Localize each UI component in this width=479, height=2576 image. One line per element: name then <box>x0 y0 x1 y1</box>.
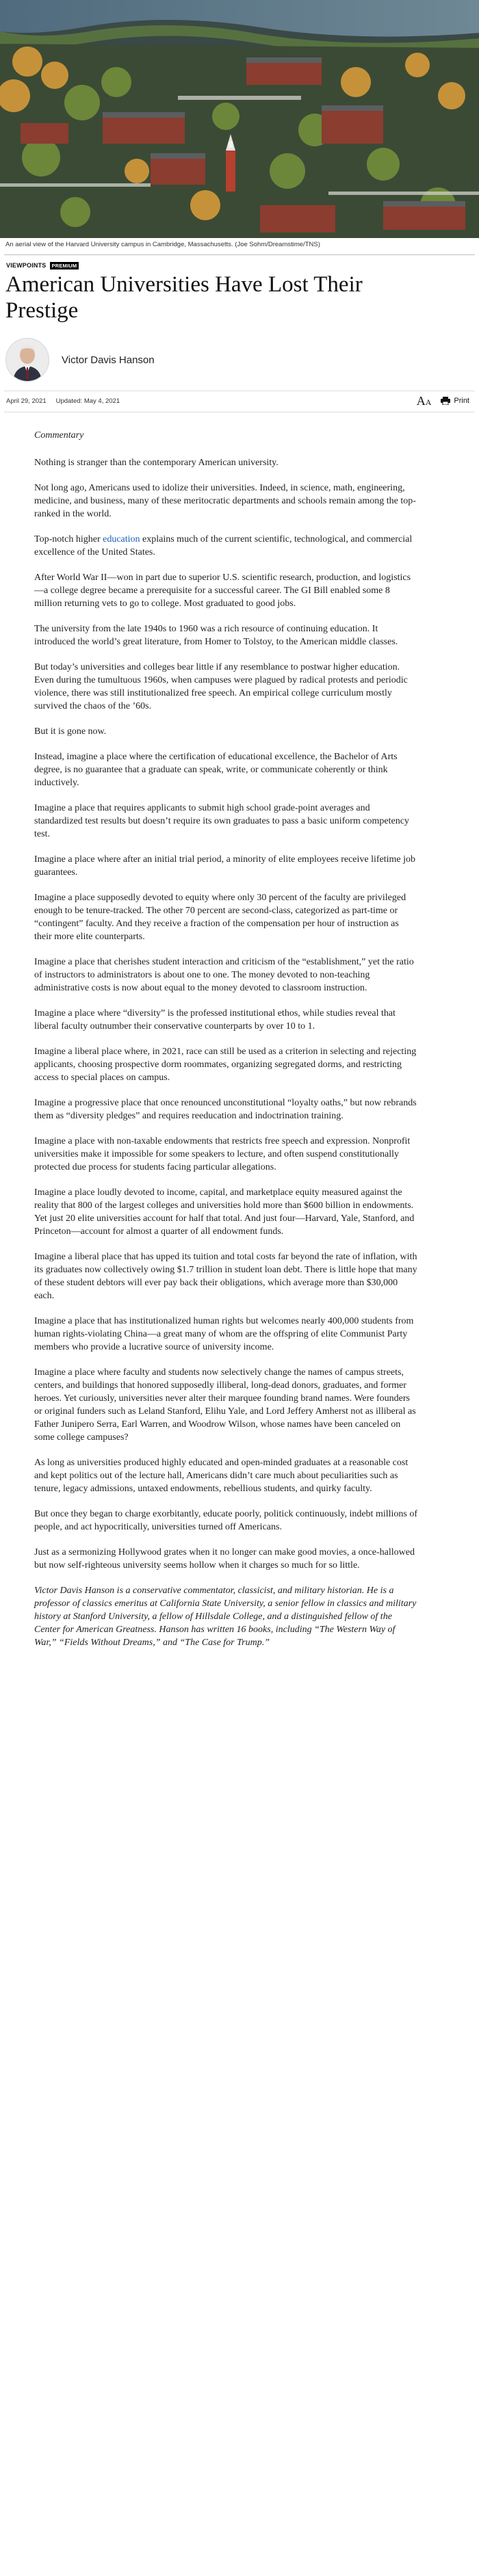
print-label: Print <box>454 397 469 405</box>
paragraph: Imagine a place that cherishes student interaction and criticism of the “establishment,” yet the ratio of instructors to administrators is about one to one. The money devoted to non-teaching administrative costs is now about equal to the money devoted to classroom instruction. <box>34 957 414 993</box>
paragraph: Imagine a place supposedly devoted to equity where only 30 percent of the faculty are privileged enough to be tenure-tracked. The other 70 percent are second-class, categorized as part-time or “contingent” faculty. And they receive a fraction of the compensation per hour of instruction as their more elite counterparts. <box>34 893 406 942</box>
paragraph: Imagine a place that requires applicants to submit high school grade-point averages and standardized test results but doesn’t require its own graduates to pass a basic uniform competency test. <box>34 803 409 839</box>
article-type-label: Commentary <box>34 430 84 441</box>
aerial-campus-photo <box>0 0 479 238</box>
paragraph: Nothing is stranger than the contemporary American university. <box>34 458 279 468</box>
article-dates <box>6 397 120 405</box>
paragraph: Imagine a progressive place that once renounced unconstitutional “loyalty oaths,” but now rebrands them as “diversity pledges” and requires reeducation and indoctrination training. <box>34 1098 417 1121</box>
print-button[interactable] <box>441 397 469 405</box>
paragraph: Imagine a place where after an initial trial period, a minority of elite employees receive lifetime job guarantees. <box>34 854 416 878</box>
paragraph: Imagine a place with non-taxable endowments that restricts free speech and expression. Nonprofit universities make it impossible for some speakers to lecture, and often suspend constitutionally protected due process for students facing particular allegations. <box>34 1136 411 1172</box>
author-bio: Victor Davis Hanson is a conservative commentator, classicist, and military historian. He is a professor of classics emeritus at California State University, a senior fellow in classics and military history at Stanford University, a fellow of Hillsdale College, and a distinguished fellow of the Center for American Greatness. Hanson has written 16 books, including “The Western Way of War,” “Fields Without Dreams,” and “The Case for Trump.” <box>34 1586 417 1648</box>
article-body <box>34 429 417 1661</box>
education-link[interactable]: education <box>103 534 140 544</box>
font-size-large-glyph: A <box>416 393 426 408</box>
section-label[interactable]: VIEWPOINTS <box>6 262 47 269</box>
paragraph: But today’s universities and colleges bear little if any resemblance to postwar higher education. Even during the tumultuous 1960s, when campuses were plagued by radical protests and periodic violence, there was still institutionalized free speech. An empirical college curriculum mostly survived the chaos of the ’60s. <box>34 662 408 711</box>
hero-image <box>0 0 479 238</box>
printer-icon <box>441 397 450 405</box>
paragraph: But once they began to charge exorbitantly, educate poorly, politick continuously, indebt millions of people, and act hypocritically, universities turned off Americans. <box>34 1509 417 1532</box>
paragraph: Imagine a liberal place where, in 2021, race can still be used as a criterion in selecting and rejecting applicants, choosing prospective dorm roommates, organizing segregated dorms, and restricting access to special places on campus. <box>34 1047 417 1083</box>
paragraph: Imagine a place that has institutionalized human rights but welcomes nearly 400,000 students from human rights-violating China—a great many of whom are the offspring of elite Communist Party members who provide a lucrative source of university income. <box>34 1316 414 1352</box>
published-date: April 29, 2021 <box>6 397 47 405</box>
paragraph: Imagine a liberal place that has upped its tuition and total costs far beyond the rate of inflation, with its graduates now collectively owing $1.7 trillion in student loan debt. There is little hope that many of these student debtors will ever pay back their obligations, which average more than $30,000 each. <box>34 1252 417 1301</box>
paragraph: Instead, imagine a place where the certification of educational excellence, the Bachelor of Arts degree, is no guarantee that a graduate can speak, write, or communicate coherently or think inductively. <box>34 752 398 788</box>
paragraph: But it is gone now. <box>34 726 107 737</box>
premium-badge: PREMIUM <box>50 262 79 270</box>
paragraph <box>34 533 417 559</box>
author-avatar[interactable] <box>5 338 49 382</box>
paragraph: As long as universities produced highly educated and open-minded graduates at a reasonable cost and kept politics out of the lecture hall, Americans didn’t care much about peculiarities such as tenure, legacy admissions, untaxed endowments, rebellious students, and quirky faculty. <box>34 1458 409 1494</box>
font-size-button[interactable] <box>417 394 432 408</box>
author-byline <box>5 335 155 384</box>
paragraph-text: Top-notch higher <box>34 534 103 544</box>
article-tools <box>417 392 469 410</box>
article-headline: American Universities Have Lost Their Prestige <box>5 272 363 323</box>
article-kicker <box>6 261 79 270</box>
header-divider <box>4 254 475 255</box>
paragraph: Imagine a place where faculty and students now selectively change the names of campus streets, centers, and buildings that honored supposedly illiberal, long-dead donors, graduates, and former heroes. Yet curiously, universities never alter their marquee founding brand names. Were founders or original funders such as Leland Stanford, Elihu Yale, and Lord Jeffery Amherst not as illiberal as Father Junipero Serra, Earl Warren, and Woodrow Wilson, whose names have been canceled on some college campuses? <box>34 1367 416 1443</box>
updated-date: Updated: May 4, 2021 <box>55 397 120 405</box>
paragraph-text: explains much of the current scientific, technological, and commercial excellence of the United States. <box>34 534 413 557</box>
paragraph: Not long ago, Americans used to idolize their universities. Indeed, in science, math, engineering, medicine, and business, many of these meritocratic departments and schools remain among the top-ranked in the world. <box>34 483 416 519</box>
paragraph: Imagine a place loudly devoted to income, capital, and marketplace equity measured against the reality that 800 of the largest colleges and universities hold more than $600 billion in endowments. Yet just 20 elite universities account for half that total. And just four—Harvard, Yale, Stanford, and Princeton—account for almost a quarter of all endowment funds. <box>34 1187 415 1237</box>
paragraph: The university from the late 1940s to 1960 was a rich resource of continuing education. It introduced the world’s great literature, from Homer to Tolstoy, to the American middle classes. <box>34 624 398 647</box>
paragraph: Imagine a place where “diversity” is the professed institutional ethos, while studies reveal that liberal faculty outnumber their conservative counterparts by over 10 to 1. <box>34 1008 396 1031</box>
paragraph: Just as a sermonizing Hollywood grates when it no longer can make good movies, a once-hallowed but now self-righteous university seems hollow when it charges so much for so little. <box>34 1547 415 1570</box>
paragraph: After World War II—won in part due to superior U.S. scientific research, production, and logistics—a college degree became a prerequisite for a successful career. The GI Bill enabled some 8 million returning vets to go to college. Most graduated to good jobs. <box>34 573 411 609</box>
author-name[interactable]: Victor Davis Hanson <box>62 354 155 366</box>
font-size-small-glyph: A <box>425 397 432 407</box>
image-caption: An aerial view of the Harvard University campus in Cambridge, Massachusetts. (Joe Sohm/Dreamstime/TNS) <box>5 241 320 248</box>
